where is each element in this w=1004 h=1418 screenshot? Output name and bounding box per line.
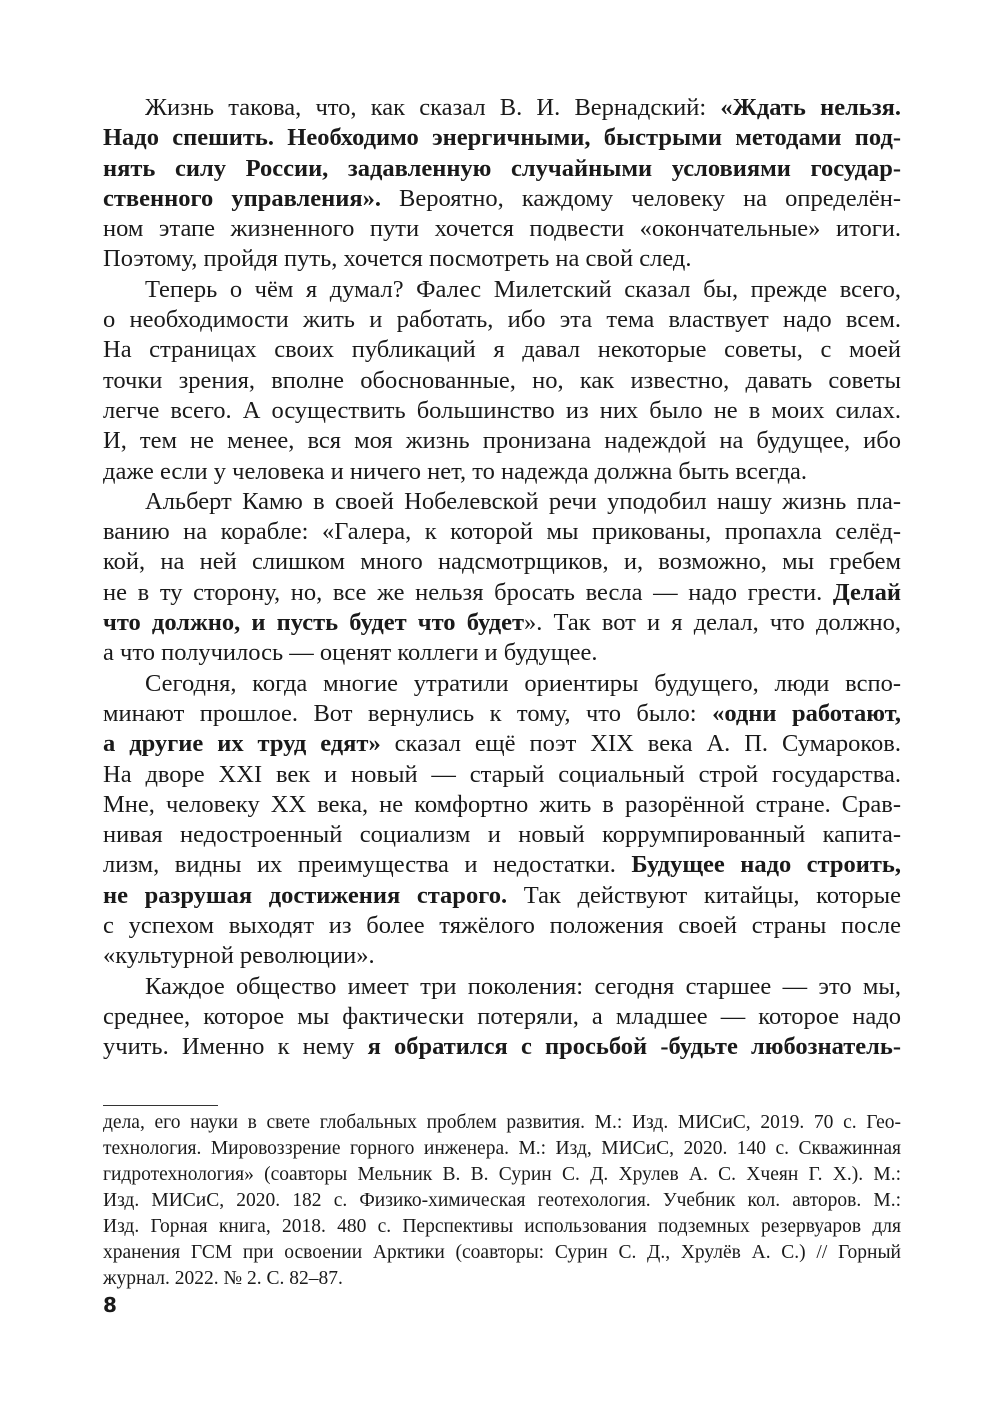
text-line	[103, 608, 901, 638]
bold-text: Надо спешить. Необходимо энергичными, быстрыми методами под-	[103, 124, 901, 152]
text: среднее, которое мы фактически потеряли, а младшее — которое надо	[103, 1002, 901, 1030]
page-number: 8	[103, 1293, 117, 1317]
text-line	[103, 881, 901, 911]
text: даже если у человека и ничего нет, то надежда должна быть всегда.	[103, 457, 808, 485]
text-line	[103, 275, 901, 305]
footnote-line: хранения ГСМ при освоении Арктики (соавторы: Сурин С. Д., Хрулёв А. С.) // Горный	[103, 1242, 901, 1263]
text-line	[103, 244, 901, 274]
text: Каждое общество имеет три поколения: сегодня старшее — это мы,	[145, 972, 901, 1000]
footnote-line: гидротехнология» (соавторы Мельник В. В. Сурин С. Д. Хрулев А. С. Хчеян Г. Х.). М.:	[103, 1164, 901, 1185]
text: Жизнь такова, что, как сказал В. И. Вернадский:	[145, 94, 721, 121]
bold-text: Делай	[832, 578, 901, 606]
text-line	[103, 396, 901, 426]
text-line	[103, 123, 901, 153]
footnote-line: журнал. 2022. № 2. С. 82–87.	[103, 1268, 343, 1289]
text-line	[103, 1002, 901, 1032]
text-line	[103, 517, 901, 547]
text: не в ту сторону, но, все же нельзя бросать весла — надо грести.	[103, 578, 833, 606]
text: На страницах своих публикаций я давал некоторые советы, с моей	[103, 336, 901, 364]
text: с успехом выходят из более тяжёлого положения своей страны после	[103, 912, 901, 940]
paragraph	[103, 93, 901, 275]
paragraph	[103, 487, 901, 669]
bold-text: ственного управления».	[103, 184, 381, 212]
text: учить. Именно к нему	[103, 1033, 368, 1061]
text-line	[103, 578, 901, 608]
text-line	[103, 1032, 901, 1062]
text-line	[103, 154, 901, 184]
footnote-line: технология. Мировоззрение горного инженера. М.: Изд, МИСиС, 2020. 140 с. Скважинная	[103, 1138, 901, 1159]
bold-text: что должно, и пусть будет что будет	[103, 609, 525, 637]
text-line	[103, 790, 901, 820]
text: минают прошлое. Вот вернулись к тому, что было:	[103, 699, 713, 727]
text-line	[103, 638, 901, 668]
paragraph	[103, 972, 901, 1063]
text-line	[103, 547, 901, 577]
bold-text: нять силу России, задавленную случайными условиями государ-	[103, 154, 901, 182]
paragraph	[103, 275, 901, 487]
text-line	[103, 820, 901, 850]
text-line	[103, 214, 901, 244]
text: И, тем не менее, вся моя жизнь пронизана надеждой на будущее, ибо	[103, 427, 901, 455]
text: нивая недостроенный социализм и новый коррумпированный капита-	[103, 821, 901, 849]
footnote-divider	[103, 1105, 218, 1106]
bold-text: «Ждать нельзя.	[720, 94, 901, 121]
text: о необходимости жить и работать, ибо эта тема властвует надо всем.	[103, 306, 901, 334]
text-line	[103, 760, 901, 790]
text-line	[103, 669, 901, 699]
text-line	[103, 366, 901, 396]
text-line	[103, 911, 901, 941]
text-line	[103, 699, 901, 729]
text-line	[103, 426, 901, 456]
text: Альберт Камю в своей Нобелевской речи уподобил нашу жизнь пла-	[145, 487, 901, 515]
text-line	[103, 850, 901, 880]
text-line	[103, 729, 901, 759]
footnote	[103, 1110, 901, 1292]
text-line	[103, 941, 901, 971]
footnote-line: Изд. Горная книга, 2018. 480 с. Перспективы использования подземных резервуаров для	[103, 1216, 901, 1237]
text: точки зрения, вполне обоснованные, но, как известно, давать советы	[103, 366, 901, 394]
text: На дворе XXI век и новый — старый социальный строй государства.	[103, 760, 901, 788]
text: кой, на ней слишком много надсмотрщиков, и, возможно, мы гребем	[103, 548, 901, 576]
text: Вероятно, каждому человеку на определён-	[380, 184, 901, 212]
text-line	[103, 305, 901, 335]
text: Так действуют китайцы, которые	[507, 881, 901, 909]
text: ванию на корабле: «Галера, к которой мы прикованы, пропахла селёд-	[103, 518, 901, 546]
text: ». Так вот и я делал, что должно,	[524, 609, 901, 637]
bold-text: Будущее надо строить,	[631, 851, 901, 879]
text: «культурной революции».	[103, 942, 375, 970]
footnote-line: Изд. МИСиС, 2020. 182 с. Физико-химическая геотехология. Учебник кол. авторов. М.:	[103, 1190, 901, 1211]
bold-text: не разрушая достижения старого.	[103, 881, 508, 909]
paragraph	[103, 669, 901, 972]
text: ном этапе жизненного пути хочется подвести «окончательные» итоги.	[103, 215, 901, 243]
text-line	[103, 93, 901, 123]
text: Поэтому, пройдя путь, хочется посмотреть на свой след.	[103, 245, 692, 273]
text: легче всего. А осуществить большинство из них было не в моих силах.	[103, 396, 901, 424]
text-line	[103, 457, 901, 487]
text: сказал ещё поэт XIX века А. П. Сумароков.	[380, 730, 901, 758]
bold-text: «одни работают,	[712, 699, 901, 727]
body-text	[103, 93, 901, 1063]
footnote-line: дела, его науки в свете глобальных проблем развития. М.: Изд. МИСиС, 2019. 70 с. Гео-	[103, 1112, 901, 1133]
bold-text: я обратился с просьбой -будьте любознатель-	[367, 1033, 901, 1061]
text-line	[103, 487, 901, 517]
text: Сегодня, когда многие утратили ориентиры будущего, люди вспо-	[145, 669, 901, 697]
text: а что получилось — оценят коллеги и будущее.	[103, 639, 598, 667]
text-line	[103, 184, 901, 214]
text-line	[103, 335, 901, 365]
text-line	[103, 972, 901, 1002]
text: Мне, человеку XX века, не комфортно жить в разорённой стране. Срав-	[103, 790, 901, 818]
text: Теперь о чём я думал? Фалес Милетский сказал бы, прежде всего,	[145, 275, 901, 303]
text: лизм, видны их преимущества и недостатки.	[103, 851, 632, 879]
bold-text: а другие их труд едят»	[103, 730, 381, 758]
